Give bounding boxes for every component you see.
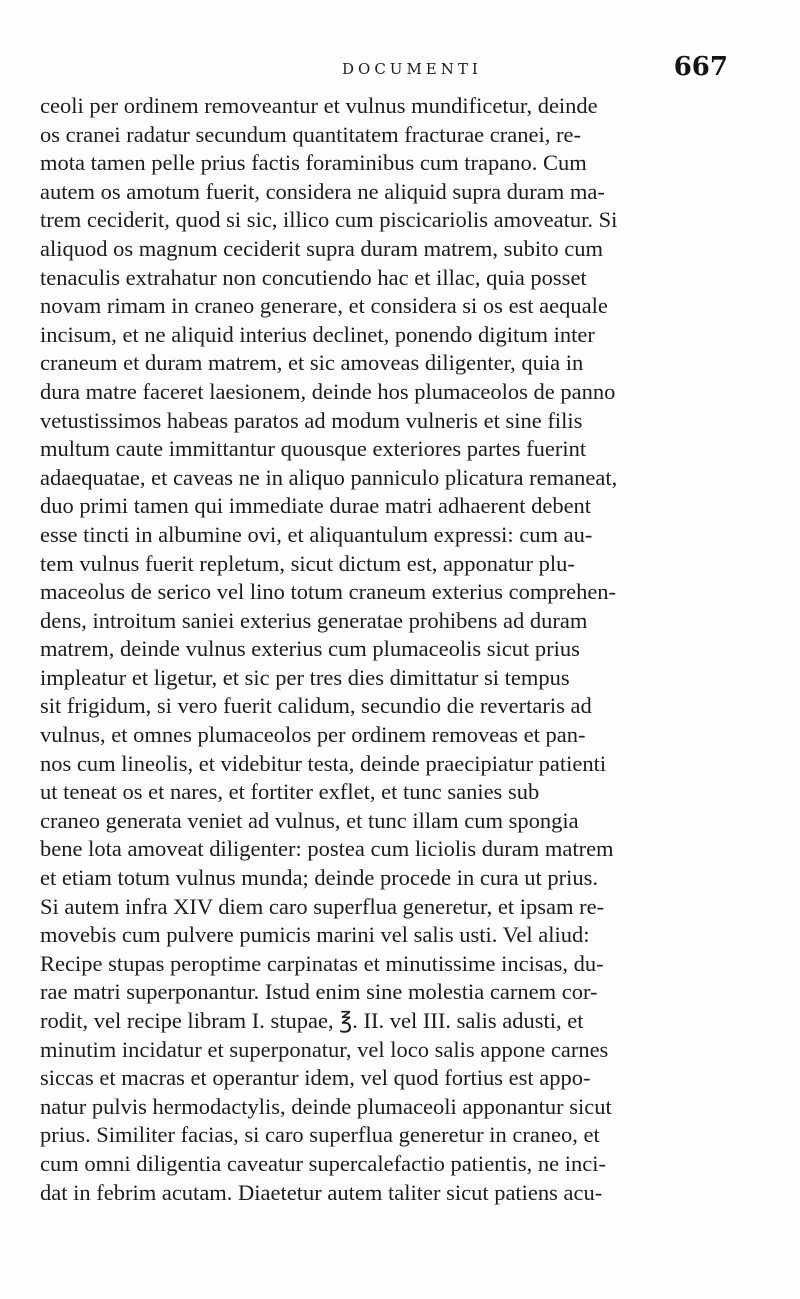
text-line: incisum, et ne aliquid interius declinet, ponendo digitum inter bbox=[40, 321, 595, 347]
text-line: bene lota amoveat diligenter: postea cum liciolis duram matrem bbox=[40, 836, 614, 862]
text-line: minutim incidatur et superponatur, vel loco salis appone carnes bbox=[40, 1036, 609, 1062]
text-line: novam rimam in craneo generare, et considera si os est aequale bbox=[40, 293, 608, 319]
text-line: os cranei radatur secundum quantitatem fracturae cranei, re- bbox=[40, 121, 581, 147]
text-line: maceolus de serico vel lino totum craneum exterius comprehen- bbox=[40, 579, 617, 605]
page-number: 667 bbox=[673, 52, 728, 82]
text-line: ut teneat os et nares, et fortiter exflet, et tunc sanies sub bbox=[40, 779, 540, 805]
text-line: ceoli per ordinem removeantur et vulnus mundificetur, deinde bbox=[40, 93, 598, 118]
body-text bbox=[40, 92, 740, 1207]
text-line: movebis cum pulvere pumicis marini vel salis usti. Vel aliud: bbox=[40, 922, 590, 948]
text-line: rae matri superponantur. Istud enim sine molestia carnem cor- bbox=[40, 979, 598, 1005]
running-head: DOCUMENTI bbox=[342, 60, 482, 78]
text-line: nos cum lineolis, et videbitur testa, deinde praecipiatur patienti bbox=[40, 750, 607, 776]
text-line: duo primi tamen qui immediate durae matri adhaerent debent bbox=[40, 493, 592, 519]
text-line: mota tamen pelle prius factis foraminibus cum trapano. Cum bbox=[40, 150, 587, 176]
text-line: sit frigidum, si vero fuerit calidum, secundio die revertaris ad bbox=[40, 693, 592, 719]
text-line: dura matre faceret laesionem, deinde hos plumaceolos de panno bbox=[40, 378, 616, 404]
text-line: natur pulvis hermodactylis, deinde plumaceoli apponantur sicut bbox=[40, 1093, 612, 1119]
text-line: Si autem infra XIV diem caro superflua generetur, et ipsam re- bbox=[40, 893, 605, 919]
page-header bbox=[40, 52, 740, 92]
text-line: siccas et macras et operantur idem, vel quod fortius est appo- bbox=[40, 1065, 591, 1091]
text-line: aliquod os magnum ceciderit supra duram matrem, subito cum bbox=[40, 235, 603, 261]
text-line: rodit, vel recipe libram I. stupae, ℥. II. vel III. salis adusti, et bbox=[40, 1008, 584, 1033]
text-line: dens, introitum saniei exterius generatae prohibens ad duram bbox=[40, 607, 588, 633]
text-line: esse tincti in albumine ovi, et aliquantulum expressi: cum au- bbox=[40, 521, 593, 547]
text-line: adaequatae, et caveas ne in aliquo panniculo plicatura remaneat, bbox=[40, 464, 618, 490]
text-line: tenaculis extrahatur non concutiendo hac et illac, quia posset bbox=[40, 264, 587, 290]
text-line: autem os amotum fuerit, considera ne aliquid supra duram ma- bbox=[40, 178, 605, 204]
text-line: craneum et duram matrem, et sic amoveas diligenter, quia in bbox=[40, 350, 584, 376]
text-line: trem ceciderit, quod si sic, illico cum piscicariolis amoveatur. Si bbox=[40, 207, 618, 233]
text-line: tem vulnus fuerit repletum, sicut dictum est, apponatur plu- bbox=[40, 550, 575, 576]
text-line: prius. Similiter facias, si caro superflua generetur in craneo, et bbox=[40, 1122, 600, 1148]
text-line: et etiam totum vulnus munda; deinde procede in cura ut prius. bbox=[40, 865, 598, 891]
text-line: vetustissimos habeas paratos ad modum vulneris et sine filis bbox=[40, 407, 583, 433]
text-line: craneo generata veniet ad vulnus, et tunc illam cum spongia bbox=[40, 807, 579, 833]
text-line: vulnus, et omnes plumaceolos per ordinem removeas et pan- bbox=[40, 722, 586, 748]
text-line: multum caute immittantur quousque exteriores partes fuerint bbox=[40, 436, 587, 462]
text-line: dat in febrim acutam. Diaetetur autem taliter sicut patiens acu- bbox=[40, 1179, 603, 1205]
text-line: Recipe stupas peroptime carpinatas et minutissime incisas, du- bbox=[40, 950, 604, 976]
text-line: impleatur et ligetur, et sic per tres dies dimittatur si tempus bbox=[40, 664, 570, 690]
text-line: matrem, deinde vulnus exterius cum plumaceolis sicut prius bbox=[40, 636, 580, 662]
text-line: cum omni diligentia caveatur supercalefactio patientis, ne inci- bbox=[40, 1150, 607, 1176]
